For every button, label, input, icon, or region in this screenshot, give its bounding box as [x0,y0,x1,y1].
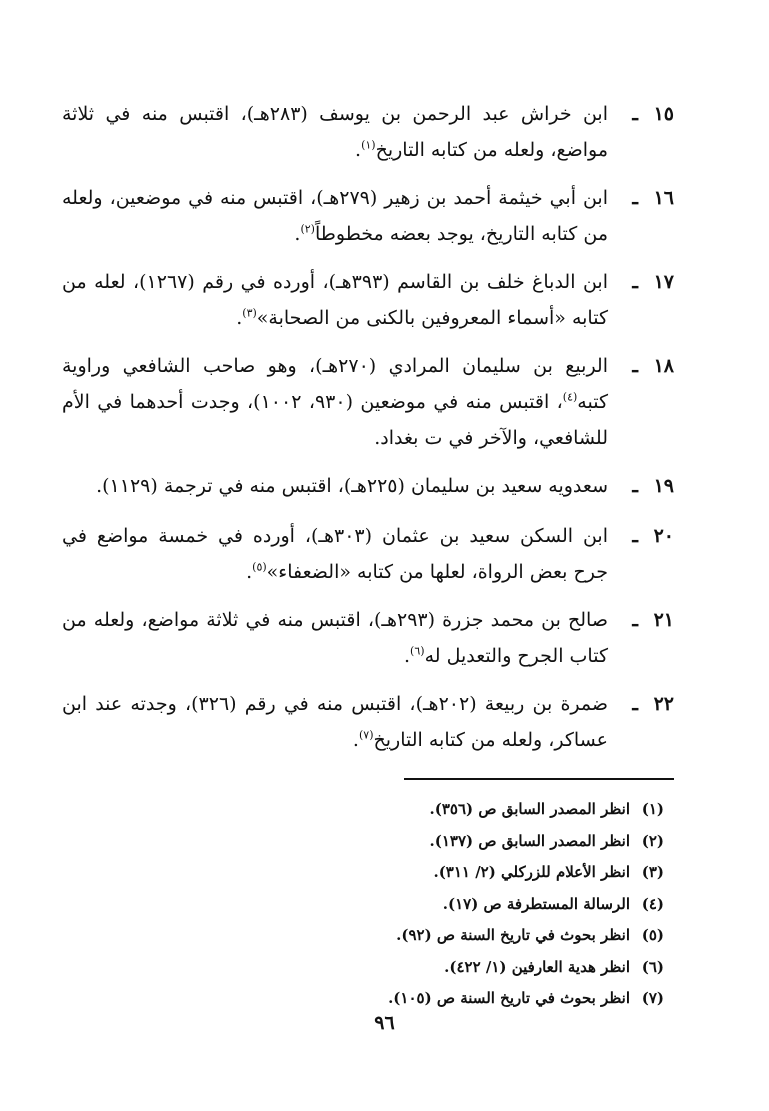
footnote-text: انظر هدية العارفين (١/ ٤٢٢). [444,957,630,976]
entry-dash: ـ [632,609,638,631]
entry-number: ١٨ [653,355,674,377]
entry-content: ابن أبي خيثمة أحمد بن زهير (٢٧٩هـ)، اقتبس منه في موضعين، ولعله من كتابه التاريخ، يوجد بعضه مخطوطاً [62,187,608,245]
footnote-ref[interactable]: (٦) [410,644,425,658]
entry-tail: . [355,139,362,161]
entry-tail: . [352,729,359,751]
entry-text [62,686,608,758]
footnote [62,794,674,826]
entry-content: الربيع بن سليمان المرادي (٢٧٠هـ)، وهو صاحب الشافعي وراوية كتبه [62,355,608,413]
entry-number: ٢٢ [653,693,674,715]
footnote [62,920,674,952]
footnotes [62,794,674,1015]
entry-number: ١٧ [653,271,674,293]
page-body [62,96,674,1015]
entry-content: ابن السكن سعيد بن عثمان (٣٠٣هـ)، أورده في خمسة مواضع في جرح بعض الرواة، لعلها من كتابه «الضعفاء» [62,525,608,583]
footnote-number: (٦) [641,957,664,976]
footnote-divider [404,778,674,780]
list-item [62,602,674,674]
footnote-ref[interactable]: (٤) [562,390,578,404]
footnote-ref[interactable]: (٧) [358,728,374,742]
footnote-text: انظر بحوث في تاريخ السنة ص (٩٢). [396,926,630,944]
footnote-ref[interactable]: (١) [361,138,376,152]
footnote-text: الرسالة المستطرفة ص (١٧). [442,894,630,913]
entry-text [62,602,608,674]
entry-number: ٢١ [653,609,674,631]
footnote-ref[interactable]: (٣) [242,306,257,320]
entry-text [62,348,608,456]
list-item [62,96,674,168]
footnote-text: انظر الأعلام للزركلي (٢/ ٣١١). [433,863,630,881]
entry-number: ١٦ [653,187,674,209]
entry-tail: . [294,223,301,245]
footnote-text: انظر المصدر السابق ص (٣٥٦). [429,800,630,818]
entry-dash: ـ [632,355,638,377]
footnote-text: انظر المصدر السابق ص (١٣٧). [429,831,630,850]
entry-tail: ، اقتبس منه في موضعين (٩٣٠، ١٠٠٢)، وجدت أحدهما في الأم للشافعي، والآخر في ت بغداد. [62,391,608,449]
entry-dash: ـ [632,103,638,125]
entry-dash: ـ [632,187,638,209]
footnote [62,983,674,1015]
list-item [62,686,674,758]
footnote-number: (٣) [641,863,664,881]
footnote [62,826,674,858]
footnote-number: (٥) [641,926,664,944]
footnote-ref[interactable]: (٥) [252,560,267,574]
entry-content: ضمرة بن ربيعة (٢٠٢هـ)، اقتبس منه في رقم (٣٢٦)، وجدته عند ابن عساكر، ولعله من كتابه التاريخ [62,693,609,751]
entry-dash: ـ [632,525,638,547]
entry-text [62,180,608,252]
entry-text [62,96,608,168]
entry-tail: . [236,307,243,329]
entry-text [62,518,608,590]
entry-dash: ـ [632,271,638,293]
footnote-number: (٧) [641,989,664,1007]
entry-content: ابن الدباغ خلف بن القاسم (٣٩٣هـ)، أورده في رقم (١٢٦٧)، لعله من كتابه «أسماء المعروفين بالكنى من الصحابة» [62,271,608,329]
entry-text [62,264,608,336]
entry-content: صالح بن محمد جزرة (٢٩٣هـ)، اقتبس منه في ثلاثة مواضع، ولعله من كتاب الجرح والتعديل له [62,609,608,667]
entry-number: ١٩ [653,475,674,497]
footnote [62,952,674,984]
page-number: ٩٦ [374,1012,395,1034]
entry-text [62,468,608,504]
footnote-number: (٢) [641,831,664,850]
footnote [62,857,674,889]
footnote-number: (٤) [641,894,664,913]
entry-dash: ـ [632,693,638,715]
footnote-number: (١) [641,800,664,818]
list-item [62,348,674,456]
entry-number: ١٥ [653,103,674,125]
list-item [62,468,674,504]
footnote [62,889,674,921]
list-item [62,180,674,252]
entry-tail: . [404,645,411,667]
entry-dash: ـ [632,475,638,497]
entry-content: سعدويه سعيد بن سليمان (٢٢٥هـ)، اقتبس منه في ترجمة (١١٢٩). [96,475,608,497]
entry-number: ٢٠ [653,525,674,547]
footnote-ref[interactable]: (٢) [300,222,315,236]
list-item [62,518,674,590]
list-item [62,264,674,336]
entry-content: ابن خراش عبد الرحمن بن يوسف (٢٨٣هـ)، اقتبس منه في ثلاثة مواضع، ولعله من كتابه التاريخ [62,103,608,161]
entry-tail: . [246,561,253,583]
footnote-text: انظر بحوث في تاريخ السنة ص (١٠٥). [388,989,630,1007]
